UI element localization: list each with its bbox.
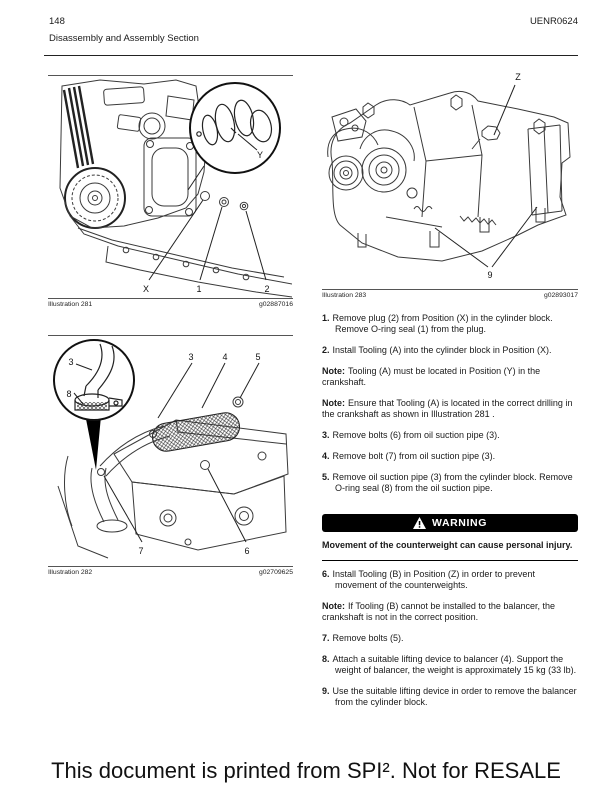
figure-281-graphic-id: g02887016 bbox=[258, 301, 293, 308]
step-1 bbox=[322, 313, 578, 335]
document-code: UENR0624 bbox=[529, 16, 578, 27]
figure-281-caption-label: Illustration 281 bbox=[48, 301, 93, 308]
step-8 bbox=[322, 654, 578, 676]
figure-283-drawing-balancer bbox=[322, 65, 578, 289]
fig282-label-3: 3 bbox=[188, 352, 194, 362]
fig282-label-4: 4 bbox=[222, 352, 228, 362]
step-9-number: 9. bbox=[322, 686, 330, 696]
figure-281-drawing-engine-side-view bbox=[48, 76, 292, 298]
warning-text: Movement of the counterweight can cause personal injury. bbox=[322, 540, 573, 550]
warning-triangle-icon bbox=[413, 517, 426, 529]
step-2 bbox=[322, 345, 578, 356]
fig282-label-7: 7 bbox=[138, 546, 144, 556]
figure-283 bbox=[322, 65, 578, 299]
step-5-number: 5. bbox=[322, 472, 330, 482]
right-column bbox=[322, 65, 578, 708]
section-title: Disassembly and Assembly Section bbox=[49, 33, 199, 44]
note-3 bbox=[322, 601, 578, 623]
fig282-label-6: 6 bbox=[244, 546, 250, 556]
step-5-text: Remove oil suction pipe (3) from the cylinder block. Remove O-ring seal (8) from the oil suction pipe. bbox=[332, 472, 573, 493]
fig281-label-y: Y bbox=[256, 150, 264, 160]
warning-bottom-rule bbox=[322, 560, 578, 561]
left-column bbox=[48, 65, 293, 576]
figure-283-graphic-id: g02893017 bbox=[543, 292, 578, 299]
magnifier-inset-pipe bbox=[54, 340, 134, 470]
note-1 bbox=[322, 366, 578, 388]
fig283-label-9: 9 bbox=[487, 270, 493, 280]
step-7-number: 7. bbox=[322, 633, 330, 643]
figure-spacer bbox=[48, 308, 293, 335]
step-3-text: Remove bolts (6) from oil suction pipe (3). bbox=[332, 430, 500, 440]
figure-283-caption-label: Illustration 283 bbox=[322, 292, 367, 299]
step-1-number: 1. bbox=[322, 313, 330, 323]
step-9-text: Use the suitable lifting device in order to remove the balancer from the cylinder block. bbox=[332, 686, 577, 707]
step-8-text: Attach a suitable lifting device to balancer (4). Support the weight of balancer, the weight is approximately 15 kg (33 lb). bbox=[332, 654, 577, 675]
step-5 bbox=[322, 472, 578, 494]
note-3-label: Note: bbox=[322, 601, 345, 611]
header-rule bbox=[44, 55, 578, 56]
step-6-number: 6. bbox=[322, 569, 330, 579]
footer-watermark: This document is printed from SPI². Not for RESALE bbox=[51, 758, 561, 783]
page-number: 148 bbox=[49, 16, 65, 27]
step-8-number: 8. bbox=[322, 654, 330, 664]
step-2-text: Install Tooling (A) into the cylinder block in Position (X). bbox=[332, 345, 552, 355]
fig281-label-x: X bbox=[142, 284, 150, 294]
fig281-label-1: 1 bbox=[196, 284, 202, 294]
note-2-text: Ensure that Tooling (A) is located in the correct drilling in the crankshaft as shown in Illustration 281 . bbox=[322, 398, 573, 419]
figure-281-caption bbox=[48, 298, 293, 308]
figure-283-caption bbox=[322, 289, 578, 299]
fig282-label-5: 5 bbox=[255, 352, 261, 362]
step-4 bbox=[322, 451, 578, 462]
fig281-label-2: 2 bbox=[264, 284, 270, 294]
figure-282-caption-label: Illustration 282 bbox=[48, 569, 93, 576]
step-6-text: Install Tooling (B) in Position (Z) in order to prevent movement of the counterweights. bbox=[332, 569, 535, 590]
figure-282-graphic-id: g02709625 bbox=[258, 569, 293, 576]
figure-282 bbox=[48, 335, 293, 576]
figure-282-drawing-oil-suction-pipe bbox=[48, 336, 292, 566]
figure-281 bbox=[48, 75, 293, 308]
step-6 bbox=[322, 569, 578, 591]
step-4-text: Remove bolt (7) from oil suction pipe (3). bbox=[332, 451, 496, 461]
fig283-label-z: Z bbox=[515, 72, 521, 82]
balancer-iso-line-art bbox=[328, 91, 570, 261]
warning-banner bbox=[322, 514, 578, 532]
step-4-number: 4. bbox=[322, 451, 330, 461]
warning-title: WARNING bbox=[432, 517, 487, 529]
step-9 bbox=[322, 686, 578, 708]
note-3-text: If Tooling (B) cannot be installed to the balancer, the crankshaft is not in the correct position. bbox=[322, 601, 555, 622]
step-2-number: 2. bbox=[322, 345, 330, 355]
step-7 bbox=[322, 633, 578, 644]
figure-283-leader-lines bbox=[435, 85, 537, 267]
step-1-text: Remove plug (2) from Position (X) in the cylinder block. Remove O-ring seal (1) from the plug. bbox=[332, 313, 553, 334]
note-2-label: Note: bbox=[322, 398, 345, 408]
figure-281-leader-lines bbox=[149, 200, 266, 280]
figure-282-caption bbox=[48, 566, 293, 576]
step-3-number: 3. bbox=[322, 430, 330, 440]
note-2 bbox=[322, 398, 578, 420]
fig282-inset-label-3: 3 bbox=[68, 357, 74, 367]
magnifier-inset-crankshaft bbox=[188, 83, 280, 190]
step-3 bbox=[322, 430, 578, 441]
fig282-inset-label-8: 8 bbox=[66, 389, 72, 399]
note-1-label: Note: bbox=[322, 366, 345, 376]
step-7-text: Remove bolts (5). bbox=[332, 633, 404, 643]
note-1-text: Tooling (A) must be located in Position (Y) in the crankshaft. bbox=[322, 366, 541, 387]
